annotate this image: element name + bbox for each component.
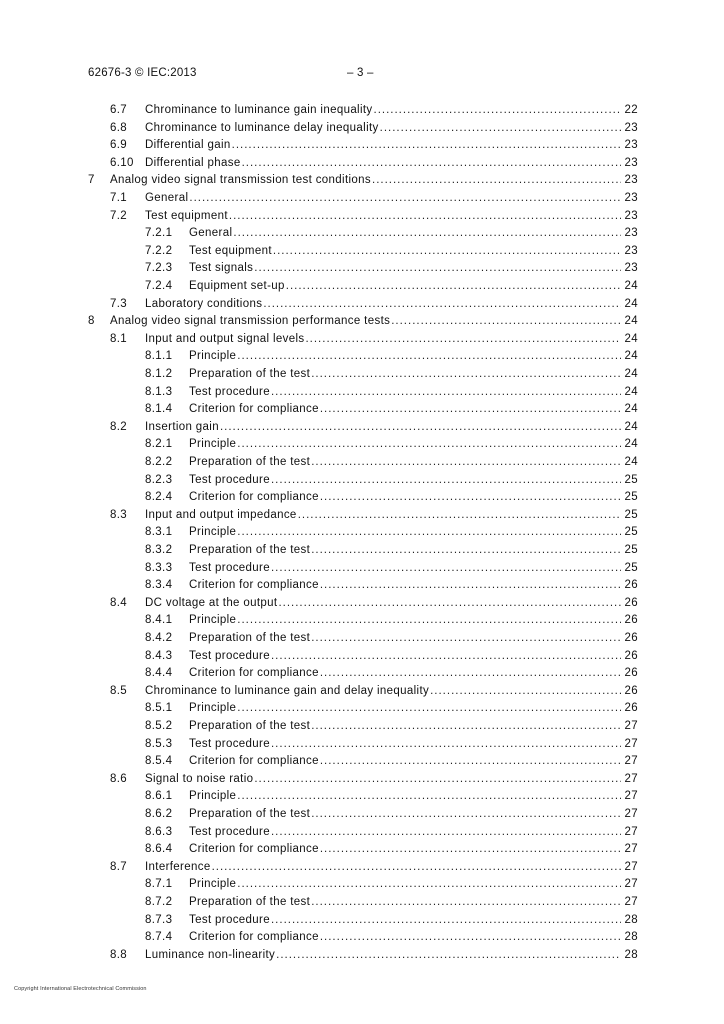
toc-entry-title-line (189, 524, 638, 540)
dot-leader (220, 419, 621, 435)
toc-entry-page: 23 (624, 227, 638, 240)
toc-entry-number: 8.4 (110, 596, 128, 609)
dot-leader (320, 665, 621, 681)
dot-leader (254, 771, 621, 787)
toc-entry-title-line (189, 824, 638, 840)
toc-entry-title-line (189, 753, 638, 769)
toc-entry-title-line (145, 120, 638, 136)
toc-entry[interactable] (0, 859, 724, 875)
toc-entry-title: Test procedure (189, 913, 270, 926)
toc-entry-title-line (189, 436, 638, 452)
toc-entry-title-line (189, 806, 638, 822)
toc-entry-title-line (110, 172, 638, 188)
toc-entry-number: 8.4.2 (145, 632, 173, 644)
toc-entry[interactable] (0, 736, 724, 752)
toc-entry-title: Test procedure (189, 825, 270, 838)
toc-entry-title: Criterion for compliance (189, 755, 319, 768)
dot-leader (254, 260, 621, 276)
toc-entry-title-line (145, 190, 638, 206)
toc-entry[interactable] (0, 225, 724, 241)
toc-entry-page: 26 (624, 702, 638, 715)
toc-entry-title: Test signals (189, 262, 254, 275)
toc-entry-page: 22 (624, 104, 638, 116)
toc-entry-number: 7.1 (110, 192, 128, 204)
toc-entry[interactable] (0, 436, 724, 452)
toc-entry-number: 8.6.3 (145, 825, 173, 838)
toc-entry-number: 8.1.4 (145, 403, 173, 416)
toc-entry-title-line (110, 313, 638, 329)
toc-entry-page: 26 (624, 684, 638, 697)
dot-leader (320, 489, 621, 505)
toc-entry-title: Insertion gain (145, 420, 219, 433)
toc-entry-title: Test procedure (189, 649, 270, 662)
toc-entry-number: 8.2.1 (145, 438, 173, 451)
toc-entry-page: 25 (624, 473, 638, 486)
toc-entry-title: Preparation of the test (189, 896, 311, 908)
toc-entry-title-line (189, 454, 638, 470)
toc-entry-number: 8.6.4 (145, 843, 173, 856)
dot-leader (278, 595, 621, 611)
dot-leader (305, 331, 621, 347)
toc-entry-number: 7.2 (110, 209, 128, 222)
toc-entry-title-line (145, 683, 638, 699)
toc-entry[interactable] (0, 560, 724, 576)
dot-leader (273, 243, 621, 259)
toc-entry-page: 24 (624, 368, 638, 380)
toc-entry-page: 28 (624, 931, 638, 944)
toc-entry-title: Preparation of the test (189, 368, 311, 380)
toc-entry-page: 24 (624, 280, 638, 292)
dot-leader (271, 648, 621, 664)
page-header (88, 67, 638, 83)
toc-entry-title-line (189, 736, 638, 752)
toc-entry-page: 27 (624, 720, 638, 732)
toc-entry-page: 23 (624, 209, 638, 222)
dot-leader (233, 225, 621, 241)
toc-entry-title-line (189, 260, 638, 276)
toc-entry-title: Laboratory conditions (145, 297, 263, 310)
toc-entry-page: 23 (624, 174, 638, 187)
toc-entry-number: 8.4.3 (145, 649, 173, 662)
toc-entry[interactable] (0, 876, 724, 892)
toc-entry-title: Input and output impedance (145, 508, 297, 521)
toc-entry-title: DC voltage at the output (145, 596, 278, 609)
toc-entry-number: 8.7.3 (145, 913, 173, 926)
toc-entry-number: 8.5.1 (145, 702, 173, 715)
toc-entry-number: 8.2.4 (145, 491, 173, 504)
toc-entry-page: 27 (624, 790, 638, 803)
toc-entry-title-line (145, 947, 638, 963)
toc-entry-number: 7.2.1 (145, 227, 173, 240)
toc-entry-page: 26 (624, 649, 638, 662)
toc-entry-title-line (189, 648, 638, 664)
dot-leader (237, 700, 621, 716)
toc-entry-title-line (189, 700, 638, 716)
toc-entry-title-line (189, 894, 638, 910)
toc-entry-title: Differential phase (145, 156, 241, 169)
dot-leader (237, 612, 621, 628)
toc-entry[interactable] (0, 155, 724, 171)
toc-entry-number: 8.4.4 (145, 667, 173, 680)
toc-entry-title: Preparation of the test (189, 544, 311, 556)
dot-leader (263, 296, 621, 312)
toc-entry-page: 27 (624, 772, 638, 785)
toc-entry-title-line (189, 665, 638, 681)
toc-entry[interactable] (0, 454, 724, 470)
toc-entry[interactable] (0, 366, 724, 382)
toc-entry-number: 6.10 (110, 156, 134, 169)
toc-entry-page: 28 (624, 913, 638, 926)
dot-leader (271, 912, 621, 928)
dot-leader (298, 507, 621, 523)
toc-entry-title: Criterion for compliance (189, 491, 319, 504)
toc-entry-number: 8.3 (110, 508, 128, 521)
toc-entry-page: 24 (624, 385, 638, 398)
toc-entry-page: 24 (624, 438, 638, 451)
toc-entry-page: 23 (624, 121, 638, 134)
toc-entry-page: 25 (624, 526, 638, 539)
toc-entry[interactable] (0, 331, 724, 347)
dot-leader (189, 190, 621, 206)
toc-entry[interactable] (0, 524, 724, 540)
toc-entry-number: 8.1 (110, 332, 128, 345)
toc-entry[interactable] (0, 419, 724, 435)
toc-entry-title: Test procedure (189, 473, 270, 486)
toc-entry[interactable] (0, 507, 724, 523)
dot-leader (320, 401, 621, 417)
toc-entry[interactable] (0, 753, 724, 769)
toc-entry-title: Criterion for compliance (189, 403, 319, 416)
toc-entry[interactable] (0, 648, 724, 664)
toc-entry-title-line (145, 771, 638, 787)
toc-entry-number: 8.5.4 (145, 755, 173, 768)
dot-leader (286, 278, 621, 294)
toc-entry-title-line (189, 243, 638, 259)
toc-entry-title-line (189, 401, 638, 417)
toc-entry-page: 27 (624, 737, 638, 750)
toc-entry-number: 7.2.3 (145, 262, 173, 275)
dot-leader (237, 876, 621, 892)
dot-leader (311, 630, 621, 646)
toc-entry[interactable] (0, 137, 724, 153)
toc-entry-title-line (145, 859, 638, 875)
dot-leader (430, 683, 621, 699)
toc-entry[interactable] (0, 824, 724, 840)
toc-entry-title-line (145, 507, 638, 523)
dot-leader (311, 806, 621, 822)
toc-entry-title-line (189, 542, 638, 558)
toc-entry[interactable] (0, 401, 724, 417)
toc-entry-title-line (145, 595, 638, 611)
toc-entry-title-line (189, 348, 638, 364)
toc-entry[interactable] (0, 595, 724, 611)
toc-entry-title-line (189, 929, 638, 945)
toc-entry-page: 23 (624, 139, 638, 152)
toc-entry[interactable] (0, 630, 724, 646)
dot-leader (237, 524, 621, 540)
toc-entry-title-line (145, 331, 638, 347)
toc-entry-page: 26 (624, 579, 638, 592)
toc-entry-page: 27 (624, 755, 638, 768)
toc-entry[interactable] (0, 577, 724, 593)
toc-entry-page: 27 (624, 825, 638, 838)
toc-entry[interactable] (0, 894, 724, 910)
dot-leader (271, 384, 621, 400)
standard-reference: 62676-3 © IEC:2013 (88, 67, 197, 79)
dot-leader (232, 137, 621, 153)
toc-entry-number: 8.3.1 (145, 526, 173, 539)
toc-entry-title: Principle (189, 702, 237, 715)
dot-leader (237, 348, 621, 364)
toc-entry-number: 8.6 (110, 772, 128, 785)
dot-leader (271, 472, 621, 488)
toc-entry[interactable] (0, 278, 724, 294)
toc-entry-page: 28 (624, 948, 638, 961)
toc-entry-number: 8.3.4 (145, 579, 173, 592)
toc-entry-number: 8.5 (110, 684, 128, 697)
toc-entry-title-line (189, 577, 638, 593)
toc-entry[interactable] (0, 788, 724, 804)
dot-leader (320, 841, 621, 857)
toc-entry-page: 23 (624, 262, 638, 275)
toc-entry-page: 24 (624, 350, 638, 363)
toc-entry-page: 26 (624, 596, 638, 609)
toc-entry[interactable] (0, 612, 724, 628)
toc-entry-number: 8.1.2 (145, 368, 173, 380)
copyright-footer: Copyright International Electrotechnical Commission (14, 986, 147, 992)
dot-leader (229, 208, 621, 224)
toc-entry-page: 24 (624, 420, 638, 433)
toc-entry-page: 25 (624, 544, 638, 556)
toc-entry-page: 23 (624, 244, 638, 257)
toc-entry-title-line (189, 912, 638, 928)
toc-entry-title: Principle (189, 790, 237, 803)
toc-entry-number: 8 (88, 315, 95, 328)
toc-entry-title-line (189, 718, 638, 734)
dot-leader (311, 718, 621, 734)
toc-entry-number: 6.7 (110, 104, 128, 116)
toc-entry[interactable] (0, 947, 724, 963)
toc-entry-number: 7 (88, 174, 95, 187)
toc-entry-page: 26 (624, 632, 638, 644)
toc-entry-title-line (189, 612, 638, 628)
dot-leader (372, 172, 621, 188)
toc-entry-title: Preparation of the test (189, 632, 311, 644)
toc-entry[interactable] (0, 542, 724, 558)
toc-entry[interactable] (0, 472, 724, 488)
toc-entry-title-line (145, 419, 638, 435)
toc-entry-number: 6.9 (110, 139, 128, 152)
dot-leader (391, 313, 621, 329)
toc-entry-title: Test equipment (145, 209, 228, 222)
toc-entry[interactable] (0, 489, 724, 505)
toc-entry-number: 6.8 (110, 121, 128, 134)
toc-entry[interactable] (0, 208, 724, 224)
toc-entry-number: 8.3.2 (145, 544, 173, 556)
dot-leader (311, 542, 621, 558)
toc-entry-page: 24 (624, 403, 638, 416)
toc-entry-number: 8.3.3 (145, 561, 173, 574)
toc-entry-title: Test procedure (189, 737, 270, 750)
toc-entry-title: Input and output signal levels (145, 332, 305, 345)
toc-entry-number: 8.1.1 (145, 350, 173, 363)
toc-entry-page: 25 (624, 508, 638, 521)
toc-entry-title-line (189, 876, 638, 892)
toc-entry-title: Criterion for compliance (189, 667, 319, 680)
toc-entry[interactable] (0, 190, 724, 206)
toc-entry-title: Preparation of the test (189, 456, 311, 468)
toc-entry-number: 7.3 (110, 297, 128, 310)
toc-entry-title: Analog video signal transmission performance tests (110, 315, 391, 328)
toc-entry-title-line (189, 489, 638, 505)
toc-entry-title: Test procedure (189, 561, 270, 574)
toc-entry-title: Chrominance to luminance gain inequality (145, 104, 373, 116)
toc-entry-title-line (145, 296, 638, 312)
toc-entry-title: General (189, 227, 233, 240)
toc-entry[interactable] (0, 260, 724, 276)
toc-entry-page: 24 (624, 315, 638, 328)
toc-entry-title: Analog video signal transmission test conditions (110, 174, 371, 187)
toc-entry[interactable] (0, 665, 724, 681)
toc-entry-title: Chrominance to luminance gain and delay inequality (145, 684, 430, 697)
toc-entry-number: 8.7.2 (145, 896, 173, 908)
toc-entry-title: Chrominance to luminance delay inequality (145, 121, 379, 134)
toc-entry-page: 27 (624, 860, 638, 873)
toc-entry-number: 8.7.1 (145, 878, 173, 891)
toc-entry[interactable] (0, 296, 724, 312)
toc-entry-page: 27 (624, 808, 638, 820)
toc-entry-page: 27 (624, 878, 638, 891)
toc-entry-title-line (189, 841, 638, 857)
toc-entry-title: Criterion for compliance (189, 843, 319, 856)
toc-entry-page: 27 (624, 896, 638, 908)
toc-entry[interactable] (0, 771, 724, 787)
toc-entry[interactable] (0, 172, 724, 188)
toc-entry-number: 8.2 (110, 420, 128, 433)
toc-entry[interactable] (0, 806, 724, 822)
toc-entry-page: 23 (624, 156, 638, 169)
toc-entry-number: 8.4.1 (145, 614, 173, 627)
toc-entry-page: 27 (624, 843, 638, 856)
toc-entry-title: Test equipment (189, 244, 272, 257)
toc-entry-title: Preparation of the test (189, 808, 311, 820)
toc-entry-title-line (145, 208, 638, 224)
toc-entry-title: General (145, 192, 189, 204)
dot-leader (237, 788, 621, 804)
toc-entry[interactable] (0, 929, 724, 945)
toc-entry-number: 8.6.1 (145, 790, 173, 803)
toc-entry-number: 8.2.2 (145, 456, 173, 468)
toc-entry[interactable] (0, 841, 724, 857)
toc-entry-title-line (189, 788, 638, 804)
toc-entry-number: 8.1.3 (145, 385, 173, 398)
toc-entry[interactable] (0, 313, 724, 329)
toc-entry-number: 8.7.4 (145, 931, 173, 944)
toc-entry-title-line (145, 155, 638, 171)
toc-entry-title: Test procedure (189, 385, 270, 398)
toc-entry-title-line (189, 384, 638, 400)
dot-leader (320, 753, 621, 769)
toc-entry[interactable] (0, 683, 724, 699)
toc-entry-page: 26 (624, 667, 638, 680)
toc-entry-title: Luminance non-linearity (145, 948, 276, 961)
toc-entry-title: Signal to noise ratio (145, 772, 254, 785)
toc-entry[interactable] (0, 102, 724, 118)
toc-entry-number: 8.8 (110, 948, 128, 961)
toc-entry-number: 8.2.3 (145, 473, 173, 486)
toc-entry-title-line (145, 137, 638, 153)
toc-entry[interactable] (0, 348, 724, 364)
toc-entry-title-line (189, 278, 638, 294)
toc-entry-page: 24 (624, 332, 638, 345)
dot-leader (271, 736, 621, 752)
toc-entry-title: Principle (189, 878, 237, 891)
dot-leader (320, 929, 621, 945)
toc-entry-title-line (189, 366, 638, 382)
dot-leader (237, 436, 621, 452)
toc-entry-page: 25 (624, 561, 638, 574)
toc-entry-number: 8.5.3 (145, 737, 173, 750)
dot-leader (311, 366, 621, 382)
dot-leader (311, 894, 621, 910)
toc-entry[interactable] (0, 384, 724, 400)
toc-entry-number: 8.6.2 (145, 808, 173, 820)
toc-entry-title-line (189, 472, 638, 488)
toc-entry-title: Equipment set-up (189, 280, 285, 292)
toc-entry[interactable] (0, 912, 724, 928)
dot-leader (271, 824, 621, 840)
toc-entry-page: 23 (624, 192, 638, 204)
toc-entry-title: Differential gain (145, 139, 231, 152)
toc-entry-number: 7.2.4 (145, 280, 173, 292)
dot-leader (380, 120, 621, 136)
toc-entry-page: 25 (624, 491, 638, 504)
toc-entry-title: Criterion for compliance (189, 931, 319, 944)
toc-entry-title: Interference (145, 860, 211, 873)
dot-leader (212, 859, 621, 875)
toc-entry-title: Criterion for compliance (189, 579, 319, 592)
toc-entry-page: 26 (624, 614, 638, 627)
dot-leader (271, 560, 621, 576)
dot-leader (276, 947, 621, 963)
toc-entry-page: 24 (624, 297, 638, 310)
toc-entry-title: Principle (189, 350, 237, 363)
toc-entry-title: Principle (189, 438, 237, 451)
toc-entry[interactable] (0, 120, 724, 136)
toc-entry-title: Principle (189, 526, 237, 539)
toc-entry-page: 24 (624, 456, 638, 468)
toc-entry-number: 8.7 (110, 860, 128, 873)
toc-entry[interactable] (0, 243, 724, 259)
dot-leader (374, 102, 621, 118)
toc-entry-number: 8.5.2 (145, 720, 173, 732)
toc-entry[interactable] (0, 700, 724, 716)
dot-leader (320, 577, 621, 593)
toc-entry-title: Principle (189, 614, 237, 627)
dot-leader (242, 155, 621, 171)
toc-entry-title-line (189, 630, 638, 646)
toc-entry[interactable] (0, 718, 724, 734)
page-number: – 3 – (347, 67, 374, 79)
dot-leader (311, 454, 621, 470)
toc-entry-title: Preparation of the test (189, 720, 311, 732)
toc-entry-title-line (189, 225, 638, 241)
toc-entry-number: 7.2.2 (145, 244, 173, 257)
toc-entry-title-line (145, 102, 638, 118)
toc-entry-title-line (189, 560, 638, 576)
